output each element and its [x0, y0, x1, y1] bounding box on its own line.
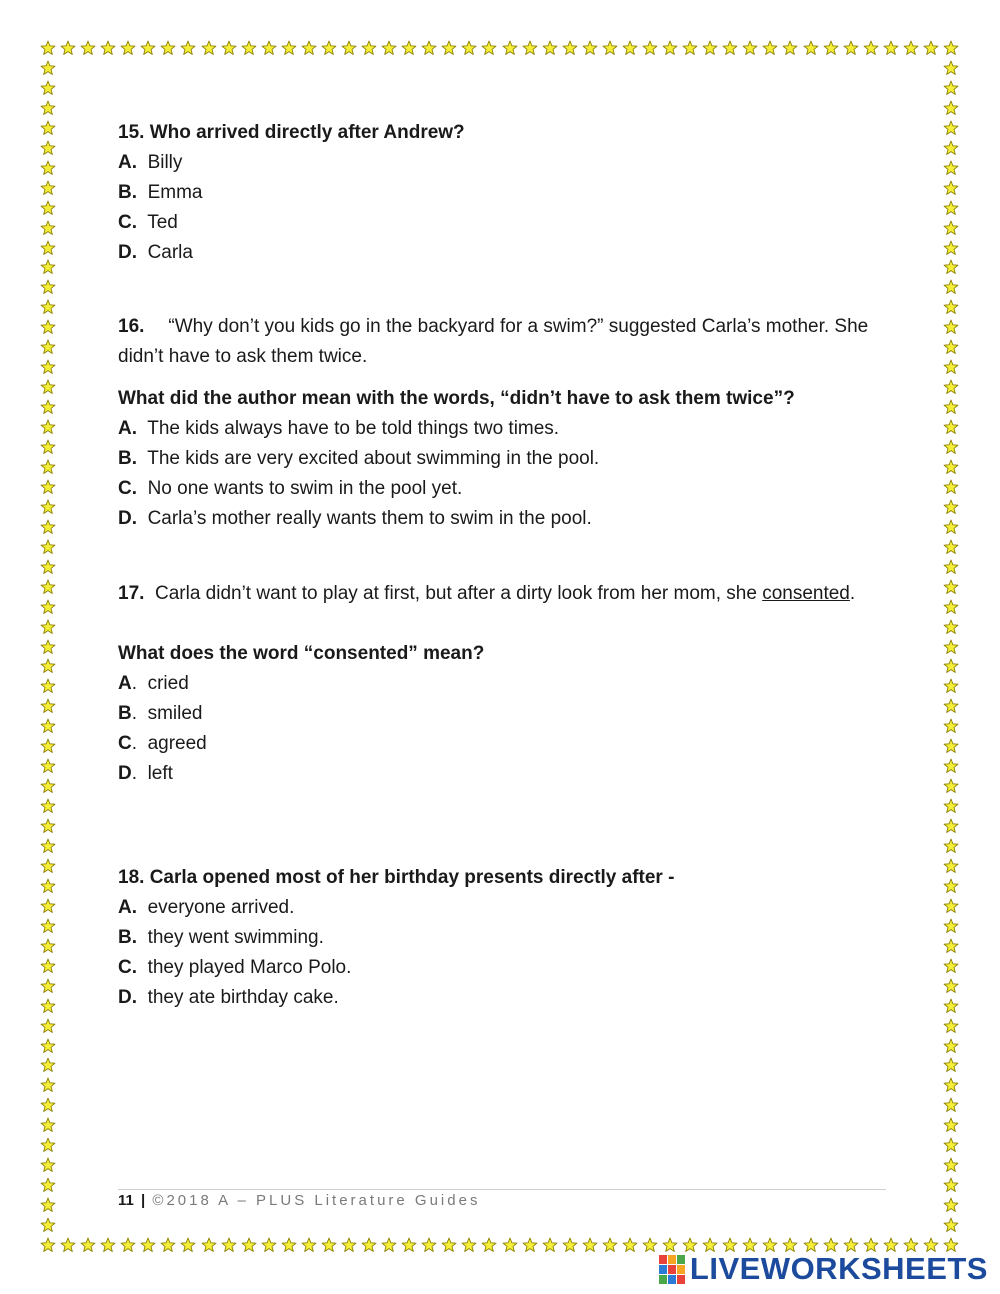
star-icon	[602, 1237, 618, 1253]
star-icon	[40, 279, 56, 295]
star-icon	[943, 898, 959, 914]
star-icon	[40, 778, 56, 794]
star-icon	[943, 1117, 959, 1133]
option-16-b[interactable]: B. The kids are very excited about swimming in the pool.	[118, 448, 600, 469]
option-16-a[interactable]: A. The kids always have to be told things two times.	[118, 418, 560, 439]
question-17	[118, 579, 878, 789]
star-icon	[943, 539, 959, 555]
question-16	[118, 312, 878, 534]
star-icon	[943, 878, 959, 894]
star-icon	[742, 40, 758, 56]
option-15-b[interactable]: B. Emma	[118, 182, 203, 203]
star-icon	[40, 419, 56, 435]
question-15-text: 15. Who arrived directly after Andrew?	[118, 122, 465, 143]
star-icon	[943, 1038, 959, 1054]
star-icon	[441, 40, 457, 56]
star-icon	[943, 359, 959, 375]
question-18-text: 18. Carla opened most of her birthday presents directly after -	[118, 867, 675, 888]
option-16-d[interactable]: D. Carla’s mother really wants them to swim in the pool.	[118, 508, 592, 529]
star-icon	[40, 838, 56, 854]
star-icon	[923, 40, 939, 56]
star-icon	[40, 718, 56, 734]
star-icon	[943, 299, 959, 315]
star-icon	[943, 40, 959, 56]
star-icon	[40, 120, 56, 136]
star-icon	[542, 1237, 558, 1253]
star-icon	[522, 1237, 538, 1253]
star-icon	[943, 958, 959, 974]
star-icon	[943, 658, 959, 674]
star-icon	[722, 40, 738, 56]
star-icon	[180, 1237, 196, 1253]
star-icon	[40, 499, 56, 515]
star-icon	[40, 658, 56, 674]
star-icon	[943, 838, 959, 854]
star-icon	[60, 40, 76, 56]
star-icon	[943, 1077, 959, 1093]
star-icon	[762, 40, 778, 56]
star-icon	[943, 80, 959, 96]
star-icon	[602, 40, 618, 56]
option-18-d[interactable]: D. they ate birthday cake.	[118, 987, 339, 1008]
star-icon	[943, 200, 959, 216]
star-icon	[221, 1237, 237, 1253]
star-icon	[943, 1018, 959, 1034]
star-icon	[943, 619, 959, 635]
star-icon	[421, 1237, 437, 1253]
option-18-c[interactable]: C. they played Marco Polo.	[118, 957, 352, 978]
star-icon	[401, 1237, 417, 1253]
option-16-c[interactable]: C. No one wants to swim in the pool yet.	[118, 478, 463, 499]
question-15	[118, 118, 465, 268]
star-icon	[642, 40, 658, 56]
star-icon	[943, 379, 959, 395]
star-icon	[441, 1237, 457, 1253]
star-icon	[943, 559, 959, 575]
star-icon	[40, 1157, 56, 1173]
star-icon	[40, 60, 56, 76]
star-icon	[943, 160, 959, 176]
star-icon	[502, 40, 518, 56]
star-icon	[40, 539, 56, 555]
star-icon	[943, 100, 959, 116]
star-icon	[582, 1237, 598, 1253]
star-icon	[943, 339, 959, 355]
star-icon	[40, 798, 56, 814]
option-15-d[interactable]: D. Carla	[118, 242, 193, 263]
star-icon	[943, 858, 959, 874]
star-icon	[943, 718, 959, 734]
question-16-text: What did the author mean with the words, “didn’t have to ask them twice”?	[118, 388, 795, 409]
star-icon	[943, 778, 959, 794]
star-icon	[321, 40, 337, 56]
star-icon	[40, 180, 56, 196]
star-icon	[803, 40, 819, 56]
star-icon	[140, 1237, 156, 1253]
star-icon	[40, 40, 56, 56]
star-icon	[943, 220, 959, 236]
star-icon	[943, 140, 959, 156]
star-icon	[301, 1237, 317, 1253]
star-icon	[40, 479, 56, 495]
star-icon	[40, 359, 56, 375]
star-icon	[702, 40, 718, 56]
star-icon	[40, 339, 56, 355]
star-icon	[40, 1097, 56, 1113]
star-icon	[40, 639, 56, 655]
star-icon	[481, 1237, 497, 1253]
footer-divider	[118, 1189, 886, 1190]
question-17-passage: 17. Carla didn’t want to play at first, but after a dirty look from her mom, she consented.	[118, 583, 856, 604]
star-icon	[381, 40, 397, 56]
star-icon	[221, 40, 237, 56]
star-icon	[40, 379, 56, 395]
star-icon	[943, 978, 959, 994]
star-icon	[943, 639, 959, 655]
star-icon	[40, 100, 56, 116]
page-number: 11	[118, 1192, 134, 1209]
star-icon	[943, 599, 959, 615]
star-icon	[943, 439, 959, 455]
star-icon	[943, 1177, 959, 1193]
star-icon	[943, 1137, 959, 1153]
star-icon	[40, 858, 56, 874]
star-icon	[381, 1237, 397, 1253]
star-icon	[241, 1237, 257, 1253]
star-icon	[943, 1197, 959, 1213]
star-icon	[943, 459, 959, 475]
star-icon	[100, 40, 116, 56]
star-icon	[943, 120, 959, 136]
star-icon	[80, 1237, 96, 1253]
question-18	[118, 863, 878, 1013]
option-15-a[interactable]: A. Billy	[118, 152, 183, 173]
star-icon	[943, 758, 959, 774]
star-icon	[40, 818, 56, 834]
star-icon	[40, 998, 56, 1014]
star-icon	[943, 738, 959, 754]
star-icon	[943, 1097, 959, 1113]
star-icon	[60, 1237, 76, 1253]
star-icon	[40, 938, 56, 954]
star-icon	[180, 40, 196, 56]
star-icon	[943, 798, 959, 814]
star-icon	[642, 1237, 658, 1253]
underlined-word: consented	[762, 583, 850, 604]
star-icon	[662, 40, 678, 56]
star-icon	[522, 40, 538, 56]
star-icon	[943, 579, 959, 595]
star-icon	[40, 678, 56, 694]
star-icon	[40, 299, 56, 315]
question-17-text: What does the word “consented” mean?	[118, 643, 485, 664]
star-icon	[883, 40, 899, 56]
star-icon	[40, 758, 56, 774]
star-icon	[201, 40, 217, 56]
star-icon	[863, 40, 879, 56]
star-icon	[40, 459, 56, 475]
star-icon	[40, 140, 56, 156]
star-icon	[100, 1237, 116, 1253]
star-icon	[40, 519, 56, 535]
star-icon	[321, 1237, 337, 1253]
star-icon	[943, 1157, 959, 1173]
star-icon	[542, 40, 558, 56]
star-icon	[401, 40, 417, 56]
star-icon	[120, 1237, 136, 1253]
star-icon	[40, 200, 56, 216]
star-icon	[40, 259, 56, 275]
question-16-passage: 16. “Why don’t you kids go in the backyard for a swim?” suggested Carla’s mother. She didn’t have to ask them twice.	[118, 316, 869, 367]
star-icon	[943, 1217, 959, 1233]
star-icon	[662, 1237, 678, 1253]
star-icon	[943, 240, 959, 256]
liveworksheets-brand[interactable]	[659, 1252, 988, 1286]
copyright-text: ©2018 A – PLUS Literature Guides	[152, 1192, 481, 1209]
star-icon	[40, 619, 56, 635]
star-icon	[823, 40, 839, 56]
star-icon	[40, 579, 56, 595]
star-icon	[40, 599, 56, 615]
star-icon	[40, 1237, 56, 1253]
star-icon	[943, 998, 959, 1014]
star-icon	[40, 399, 56, 415]
star-icon	[40, 160, 56, 176]
star-icon	[943, 1057, 959, 1073]
star-icon	[622, 1237, 638, 1253]
star-icon	[40, 220, 56, 236]
option-15-c[interactable]: C. Ted	[118, 212, 178, 233]
star-icon	[40, 240, 56, 256]
star-icon	[943, 419, 959, 435]
star-icon	[943, 918, 959, 934]
star-icon	[943, 259, 959, 275]
star-icon	[281, 40, 297, 56]
star-icon	[40, 1137, 56, 1153]
star-icon	[261, 40, 277, 56]
footer-separator: |	[141, 1192, 146, 1209]
star-icon	[261, 1237, 277, 1253]
star-icon	[201, 1237, 217, 1253]
star-icon	[140, 40, 156, 56]
star-icon	[160, 1237, 176, 1253]
star-icon	[481, 40, 497, 56]
star-icon	[562, 1237, 578, 1253]
star-icon	[782, 40, 798, 56]
star-icon	[943, 698, 959, 714]
star-icon	[40, 439, 56, 455]
star-icon	[40, 1197, 56, 1213]
star-icon	[40, 1018, 56, 1034]
star-icon	[943, 180, 959, 196]
star-icon	[40, 1077, 56, 1093]
star-icon	[361, 40, 377, 56]
star-icon	[943, 499, 959, 515]
star-icon	[301, 40, 317, 56]
star-icon	[281, 1237, 297, 1253]
star-icon	[40, 918, 56, 934]
star-icon	[40, 319, 56, 335]
page-footer	[118, 1192, 480, 1209]
brand-name: LIVEWORKSHEETS	[689, 1251, 988, 1286]
star-icon	[421, 40, 437, 56]
star-icon	[461, 40, 477, 56]
star-icon	[943, 279, 959, 295]
star-icon	[40, 1177, 56, 1193]
star-icon	[943, 678, 959, 694]
star-icon	[943, 319, 959, 335]
star-icon	[341, 40, 357, 56]
liveworksheets-logo-icon	[659, 1255, 685, 1284]
star-icon	[903, 40, 919, 56]
option-17-a[interactable]: A. cried	[118, 673, 189, 694]
star-icon	[361, 1237, 377, 1253]
star-icon	[120, 40, 136, 56]
star-icon	[943, 938, 959, 954]
star-icon	[241, 40, 257, 56]
option-17-d[interactable]: D. left	[118, 763, 173, 784]
star-icon	[682, 40, 698, 56]
star-icon	[40, 1117, 56, 1133]
star-icon	[502, 1237, 518, 1253]
star-icon	[40, 80, 56, 96]
option-18-a[interactable]: A. everyone arrived.	[118, 897, 295, 918]
star-icon	[341, 1237, 357, 1253]
option-17-c[interactable]: C. agreed	[118, 733, 207, 754]
star-icon	[943, 479, 959, 495]
star-icon	[40, 878, 56, 894]
star-icon	[40, 1038, 56, 1054]
star-icon	[622, 40, 638, 56]
option-18-b[interactable]: B. they went swimming.	[118, 927, 324, 948]
star-icon	[40, 738, 56, 754]
star-icon	[40, 1217, 56, 1233]
star-icon	[943, 519, 959, 535]
star-icon	[40, 698, 56, 714]
star-icon	[943, 60, 959, 76]
star-icon	[40, 1057, 56, 1073]
star-icon	[843, 40, 859, 56]
star-icon	[80, 40, 96, 56]
star-icon	[40, 978, 56, 994]
star-icon	[40, 898, 56, 914]
option-17-b[interactable]: B. smiled	[118, 703, 203, 724]
star-icon	[461, 1237, 477, 1253]
star-icon	[562, 40, 578, 56]
star-icon	[160, 40, 176, 56]
star-icon	[943, 399, 959, 415]
star-icon	[40, 559, 56, 575]
star-icon	[943, 818, 959, 834]
star-icon	[582, 40, 598, 56]
star-icon	[40, 958, 56, 974]
